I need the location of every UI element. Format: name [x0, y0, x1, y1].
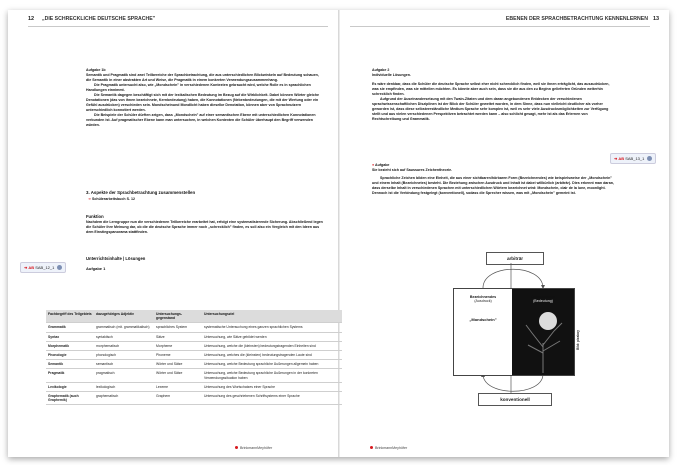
sab-link-right[interactable]: [610, 153, 656, 164]
brand-dot-icon: [235, 446, 238, 449]
header-rule-right: [350, 26, 650, 27]
funktion-title: Funktion: [86, 214, 104, 219]
sab-link-left-label: SAB_12_1: [35, 265, 55, 270]
pointer-hand-icon: [647, 156, 652, 161]
task-1b-title: Aufgabe 1b: [86, 68, 106, 72]
table-row: [46, 392, 342, 405]
footer-left: [235, 446, 272, 450]
table-row: [46, 360, 342, 369]
header-rule-left: [28, 26, 328, 27]
table-cell: semantisch: [94, 360, 154, 369]
brand-dot-icon: [370, 446, 373, 449]
task-item-subtitle: Sie bezieht sich auf Saussures Zeichentheorie.: [372, 168, 453, 172]
table-header-cell: Fachbegriff des Teilgebiets: [46, 310, 94, 323]
table-row: [46, 341, 342, 350]
task-2-body: [372, 82, 616, 122]
arrow-icon: ➜ AB: [614, 156, 625, 161]
running-header-right-text: EBENEN DER SPRACHBETRACHTUNG KENNENLERNEN: [505, 16, 648, 22]
table-cell: Graphem: [154, 392, 202, 405]
table-cell: Untersuchung, welches die (kleinsten) bedeutungstragenden Laute sind: [202, 351, 342, 360]
sab-link-left[interactable]: [20, 262, 66, 273]
page-number-left: 12: [28, 16, 35, 22]
table-cell: Untersuchung, wie Sätze gebildet werden: [202, 332, 342, 341]
table-cell: grammatisch (mit. grammatikalisch): [94, 323, 154, 332]
table-row: [46, 369, 342, 382]
diagram-bottom-label: konventionell: [478, 393, 552, 406]
table-row: [46, 323, 342, 332]
sab-link-right-label: SAB_13_1: [625, 156, 645, 161]
signifier-title: Bezeichnendes: [469, 295, 497, 299]
footer-right-text: BrinkmannMeyhöfer: [375, 446, 408, 450]
task-2-subtitle: Individuelle Lösungen.: [372, 73, 411, 77]
bullet-icon: ●: [372, 163, 375, 167]
table-cell: Pragmatik: [46, 369, 94, 382]
table-cell: graphematisch: [94, 392, 154, 405]
task-2-paragraph: Aufgrund der Auseinandersetzung mit den Twain-Zitaten und dem daran angebundenen Entdecken der verschiedenen sprachwissenschaftlichen Disziplinen ist der Blick der Schüler geweitet worden, in dem Sinne, dass nun vielleicht deutlicher als vorher geworden ist, dass diese selbstverständliche Medium Sprache sehr komplex ist, weil es sehr viele Ausdrucksmöglichkeiten zur Verfügung stellt und aus vielen verschiedenen Perspektiven betrachtet werden kann – also schlicht gesagt, mehr ist als das Erlernen von Rechtschreibung und Grammatik.: [372, 97, 609, 121]
arrow-icon: ➜ AB: [24, 265, 35, 270]
table-cell: pragmatisch: [94, 369, 154, 382]
task-1b-paragraph: Semantik und Pragmatik sind zwei Teilbereiche der Sprachbetrachtung, die aus unterschiedlichen Blickwinkeln auf Bedeutung schauen, die Semantik in einer abstrakten Art und Weise, die Pragmatik in einem konkreten Verwendungszusammenhang.: [86, 73, 319, 82]
moonlit-tree-image: [512, 307, 574, 373]
signifier-word: „Mondschein": [469, 317, 497, 322]
table-cell: lexikologisch: [94, 382, 154, 391]
table-cell: Sätze: [154, 332, 202, 341]
diagram-arc-top: [483, 269, 543, 288]
table-cell: syntaktisch: [94, 332, 154, 341]
table-cell: Semantik: [46, 360, 94, 369]
table-row: [46, 332, 342, 341]
task-item-title-text: Aufgabe: [375, 163, 390, 167]
diagram-arc-bottom: [483, 374, 543, 391]
page-number-right: 13: [653, 16, 660, 22]
signified-subtitle: (Bedeutung): [533, 299, 553, 303]
running-header-left-text: „DIE SCHRECKLICHE DEUTSCHE SPRACHE": [42, 16, 156, 22]
table-cell: Untersuchung des Wortschatzes einer Sprache: [202, 382, 342, 391]
table-cell: Syntax: [46, 332, 94, 341]
table-cell: Untersuchung, welche Bedeutung sprachliche Äußerungen in der konkreten Verwendungssituation haben: [202, 369, 342, 382]
table-header-cell: Untersuchungs-gegenstand: [154, 310, 202, 323]
signifier-subtitle: (Ausdruck): [474, 299, 492, 303]
tree-branches: [526, 323, 562, 373]
signifier-panel: [454, 289, 512, 375]
section-3-reference-text: Schülerarbeitsbuch S. 12: [92, 197, 135, 201]
table-cell: Untersuchung, welche Bedeutung sprachliche Äußerungen allgemein haben: [202, 360, 342, 369]
photo-credit: Bild: pixabay: [576, 330, 580, 350]
signified-panel: [512, 289, 574, 375]
task-1b-paragraph: Die Pragmatik untersucht also, wie „Mondschein" in verschiedenen Kontexten gebraucht wird, welche Rolle es in sprachlichen Handlungen einnimmt.: [86, 83, 311, 92]
task-1b-body: [86, 73, 324, 128]
arrow-icon: ➜: [88, 197, 92, 201]
task-1b-paragraph: Die Beispiele der Schüler dürften zeigen, dass „Mondschein" auf einer semantischen Ebene mit unterschiedlichen Konnotationen verbunden ist. Auf pragmatischer Ebene kann man untersuchen, in welchen Kontexten die Schüler überhaupt den Begriff verwenden würden.: [86, 113, 316, 127]
unterricht-task: Aufgabe 1: [86, 266, 106, 271]
pointer-hand-icon: [57, 265, 62, 270]
table-header-row: [46, 310, 342, 323]
table-cell: systematische Untersuchung eines ganzen sprachlichen Systems: [202, 323, 342, 332]
table-cell: Lexeme: [154, 382, 202, 391]
task-2-title: Aufgabe 2: [372, 68, 390, 72]
table-header-cell: dazugehöriges Adjektiv: [94, 310, 154, 323]
table-cell: Untersuchung des geschriebenen Schriftsystems einer Sprache: [202, 392, 342, 405]
table-cell: Morpheme: [154, 341, 202, 350]
table-cell: Wörter und Sätze: [154, 360, 202, 369]
task-1b-paragraph: Die Semantik dagegen beschäftigt sich mit der lexikalischen Bedeutung im Bezug auf die Wirklichkeit. Dabei können Wörter gleiche Denotationen (das von ihnen bezeichnete, Kernbedeutung) haben, die Konnotationen (Nebenbedeutungen, die mit der Wertung oder ein Gefühl ausdrücken) verschieden sein. Mondscheinund Mondlicht haben dieselbe Denotation, können aber von Sprachnutzern unterschiedlich konnotiert werden.: [86, 93, 320, 112]
section-3-reference[interactable]: [88, 197, 135, 202]
signified-title: Bezeichnetes: [531, 295, 555, 299]
diagram-top-label: arbiträr: [486, 252, 544, 265]
table-cell: Lexikologie: [46, 382, 94, 391]
table-cell: Untersuchung, welche die (kleinsten) bedeutungstragenden Einheiten sind: [202, 341, 342, 350]
table-cell: sprachliches System: [154, 323, 202, 332]
table-cell: morphematisch: [94, 341, 154, 350]
footer-right: [370, 446, 407, 450]
funktion-text: Nachdem die Lerngruppe nun die verschiedenen Teilbereiche erarbeitet hat, erfolgt eine systematisierende Sicherung. Abschließend legen die Schüler ihre Meinung dar, ob die die deutsche Sprache immer noch „schrecklich" finden, es soll also ein Vergleich mit den Ideen aus dem Einstiegspanorama stattfinden.: [86, 220, 323, 234]
table-row: [46, 351, 342, 360]
table-row: [46, 382, 342, 391]
section-3-heading: 3. Aspekte der Sprachbetrachtung zusammenstellen: [86, 190, 196, 195]
table-cell: Wörter und Sätze: [154, 369, 202, 382]
linguistics-table: [46, 310, 342, 405]
sign-box: [453, 288, 575, 376]
table-cell: Phoneme: [154, 351, 202, 360]
table-cell: Graphematik (auch Graphemik): [46, 392, 94, 405]
table-cell: Grammatik: [46, 323, 94, 332]
unterricht-title: Unterrichtsinhalte | Lösungen: [86, 256, 146, 261]
book-spread: [8, 10, 669, 457]
moon-shape: [539, 312, 557, 330]
footer-left-text: BrinkmannMeyhöfer: [240, 446, 273, 450]
table-cell: Morphematik: [46, 341, 94, 350]
table-cell: phonologisch: [94, 351, 154, 360]
table-cell: Phonologie: [46, 351, 94, 360]
task-item-text: Sprachliche Zeichen bilden eine Einheit, die aus einer sichtbaren/hörbaren Form (Bezeichnendes) wie beispielsweise der „Mondschein" und einem Inhalt (Bezeichnetes) besteht. Die Beziehung zwischen Ausdruck und Inhalt ist dabei willkürlich (arbiträr). Dies erkennt man daran, dass derselbe Inhalt in verschiedenen Sprachen mit unterschiedlichen Wörtern bezeichnet wird: Mondschein, clair de la lune, moonlight. Dennoch ist die Verbindung festgelegt (konventionell), sodass die Sprecher wissen, was mit „Mondschein" gemeint ist.: [372, 176, 614, 195]
task-2-paragraph: Es wäre denkbar, dass die Schüler die deutsche Sprache selbst eher nicht schrecklich finden, weil sie ihnen erträglicht, das auszudrücken, was sie empfinden, was sie mitteilen möchten. Es könnte aber auch sein, dass sie die aus den zu Beginn gelieferten Gründen weiterhin schrecklich finden.: [372, 82, 610, 96]
table-header-cell: Untersuchungsziel: [202, 310, 342, 323]
